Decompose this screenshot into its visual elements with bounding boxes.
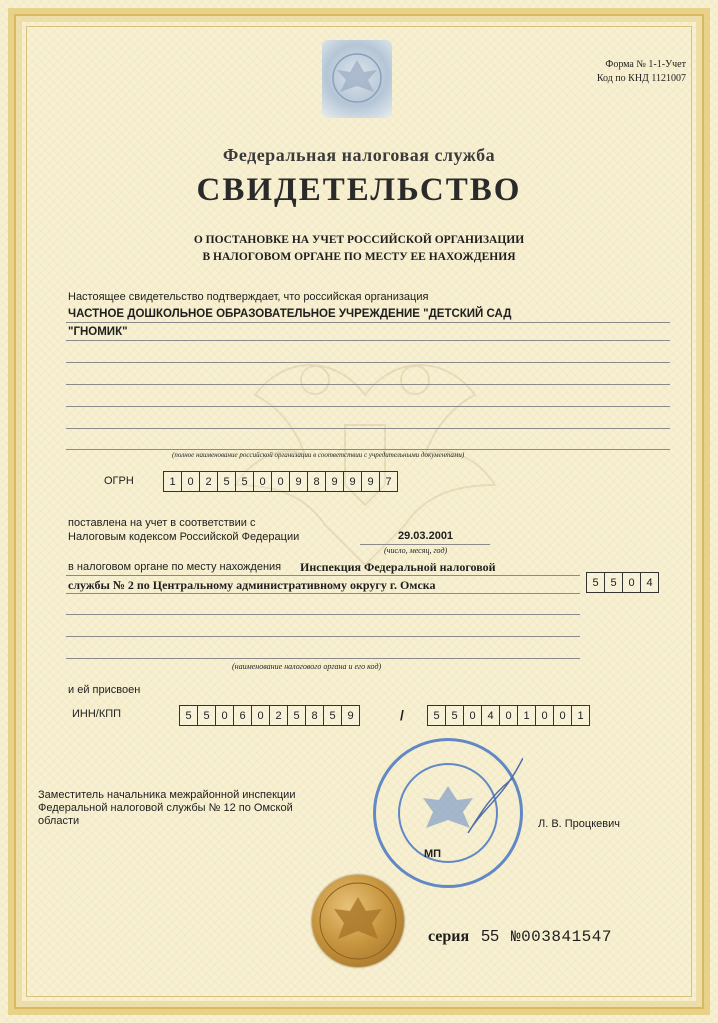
ogrn-digit-box: 5 <box>217 471 235 492</box>
date-hint: (число, месяц, год) <box>384 546 448 555</box>
ogrn-digit-box: 5 <box>235 471 253 492</box>
inn-digit-box: 0 <box>215 705 233 726</box>
org-name-line-1: ЧАСТНОЕ ДОШКОЛЬНОЕ ОБРАЗОВАТЕЛЬНОЕ УЧРЕЖДЕНИЕ "ДЕТСКИЙ САД <box>68 308 512 320</box>
authority-code-digit-box: 0 <box>622 572 640 593</box>
inn-kpp-label: ИНН/КПП <box>72 708 122 720</box>
ogrn-digit-box: 8 <box>307 471 325 492</box>
ogrn-digit-box: 0 <box>181 471 199 492</box>
field-line <box>66 593 580 594</box>
kpp-digit-box: 1 <box>517 705 535 726</box>
kpp-digit-box: 5 <box>445 705 463 726</box>
kpp-digit-box: 0 <box>553 705 571 726</box>
field-line <box>66 575 580 576</box>
registered-text-1: поставлена на учет в соответствии с <box>68 517 256 529</box>
field-line <box>66 614 580 615</box>
knd-code: Код по КНД 1121007 <box>596 73 686 84</box>
field-line <box>360 544 490 545</box>
authority-name-2: службы № 2 по Центральному административному округу г. Омска <box>68 578 436 592</box>
authority-code-digit-box: 4 <box>640 572 659 593</box>
authority-hint: (наименование налогового органа и его код) <box>232 662 382 671</box>
ogrn-digit-box: 9 <box>343 471 361 492</box>
org-name-hint: (полное наименование российской организации в соответствии с учредительными документами) <box>172 451 465 459</box>
field-line <box>66 406 670 407</box>
ogrn-digit-box: 9 <box>289 471 307 492</box>
series-label: серия <box>428 928 470 945</box>
authority-prefix: в налоговом органе по месту нахождения <box>68 561 282 573</box>
field-line <box>66 362 670 363</box>
ogrn-digit-box: 1 <box>163 471 181 492</box>
kpp-digit-box: 0 <box>499 705 517 726</box>
ogrn-boxes <box>163 471 398 492</box>
inn-digit-box: 6 <box>233 705 251 726</box>
ogrn-digit-box: 0 <box>271 471 289 492</box>
ogrn-digit-box: 9 <box>361 471 379 492</box>
hologram-emblem-icon <box>322 40 392 118</box>
ogrn-digit-box: 0 <box>253 471 271 492</box>
mp-mark: МП <box>424 848 442 860</box>
eagle-watermark-icon <box>215 335 515 585</box>
kpp-digit-box: 0 <box>535 705 553 726</box>
kpp-digit-box: 1 <box>571 705 590 726</box>
inn-kpp-slash: / <box>400 707 404 723</box>
subtitle-line-2: В НАЛОГОВОМ ОРГАНЕ ПО МЕСТУ ЕЕ НАХОЖДЕНИЯ <box>202 251 516 263</box>
inn-digit-box: 5 <box>287 705 305 726</box>
field-line <box>66 449 670 450</box>
inn-digit-box: 8 <box>305 705 323 726</box>
field-line <box>66 658 580 659</box>
inn-boxes <box>179 705 360 726</box>
field-line <box>66 636 580 637</box>
signatory-position <box>38 789 295 828</box>
kpp-digit-box: 5 <box>427 705 445 726</box>
inn-digit-box: 5 <box>179 705 197 726</box>
series-value: 55 <box>481 928 499 945</box>
signatory-name: Л. В. Процкевич <box>538 818 620 830</box>
inn-digit-box: 5 <box>323 705 341 726</box>
field-line <box>66 384 670 385</box>
intro-text: Настоящее свидетельство подтверждает, что российская организация <box>68 291 429 303</box>
field-line <box>66 340 670 341</box>
inn-digit-box: 0 <box>251 705 269 726</box>
agency-name: Федеральная налоговая служба <box>222 145 496 165</box>
position-line-3: области <box>38 815 80 827</box>
inn-digit-box: 9 <box>341 705 360 726</box>
authority-code-boxes <box>586 572 659 593</box>
field-line <box>66 322 670 323</box>
form-code-block <box>597 58 686 86</box>
document-subtitle <box>0 232 718 266</box>
assigned-text: и ей присвоен <box>68 684 141 696</box>
ogrn-digit-box: 2 <box>199 471 217 492</box>
gold-seal-icon <box>312 875 404 967</box>
kpp-boxes <box>427 705 590 726</box>
registered-text-2: Налоговым кодексом Российской Федерации <box>68 531 300 543</box>
official-stamp-icon <box>373 738 523 888</box>
authority-name-1: Инспекция Федеральной налоговой <box>300 560 496 574</box>
series-block <box>428 928 612 946</box>
authority-code-digit-box: 5 <box>586 572 604 593</box>
ogrn-label: ОГРН <box>104 475 134 487</box>
document-title: СВИДЕТЕЛЬСТВО <box>196 172 522 208</box>
series-number: №003841547 <box>510 928 612 946</box>
inn-digit-box: 2 <box>269 705 287 726</box>
form-number: Форма № 1-1-Учет <box>605 59 686 70</box>
kpp-digit-box: 0 <box>463 705 481 726</box>
authority-code-digit-box: 5 <box>604 572 622 593</box>
subtitle-line-1: О ПОСТАНОВКЕ НА УЧЕТ РОССИЙСКОЙ ОРГАНИЗАЦИИ <box>193 234 525 246</box>
field-line <box>66 428 670 429</box>
position-line-1: Заместитель начальника межрайонной инспекции <box>38 789 296 801</box>
ogrn-digit-box: 9 <box>325 471 343 492</box>
inn-digit-box: 5 <box>197 705 215 726</box>
registration-date: 29.03.2001 <box>398 530 454 542</box>
org-name-line-2: "ГНОМИК" <box>68 326 128 338</box>
kpp-digit-box: 4 <box>481 705 499 726</box>
position-line-2: Федеральной налоговой службы № 12 по Омской <box>38 802 293 814</box>
ogrn-digit-box: 7 <box>379 471 398 492</box>
